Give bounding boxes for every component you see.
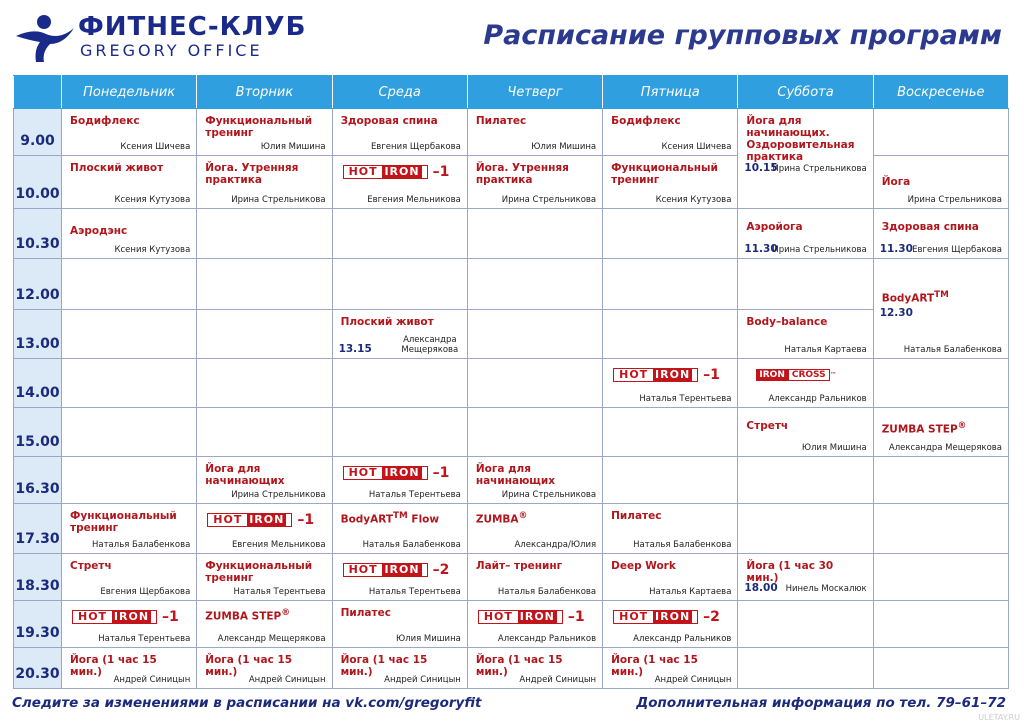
class-name: Здоровая спина [340,115,438,127]
class-name [882,420,1004,436]
class-cell [873,553,1008,600]
time-label: 10.00 [14,156,62,209]
day-header: Вторник [197,76,332,109]
instructor: Ксения Шичева [661,142,732,153]
schedule-table [13,75,1009,689]
brand-iron: IRON [113,609,150,623]
class-name-text: ZUMBA STEP [881,423,958,436]
instructor: Ирина Стрельникова [231,490,326,501]
class-cell [738,408,873,457]
class-name: Пилатес [340,606,391,619]
header [0,0,1024,72]
hot-iron-logo [478,610,563,624]
class-name: Deep Work [611,559,676,572]
class-cell [62,209,197,258]
instructor: Ксения Кутузова [114,195,191,206]
hot-iron-logo [613,610,698,624]
brand-hot: HOT [78,609,108,623]
instructor: Юлия Мишина [260,142,326,153]
class-cell [738,209,873,258]
badge-level: –1 [297,512,315,529]
class-cell [603,647,738,688]
instructor: Наталья Картаева [784,344,867,355]
instructor: Ирина Стрельникова [231,195,326,206]
day-header: Понедельник [62,76,197,109]
class-cell [603,209,738,258]
class-cell [197,209,332,258]
time-row [14,600,1009,647]
class-cell [332,209,467,258]
class-cell [603,600,738,647]
hot-iron-badge [613,367,720,383]
time-label: 15.00 [14,408,62,457]
class-cell [467,457,602,504]
class-cell [62,109,197,156]
class-cell [62,258,197,309]
class-name: Аэродэнс [70,225,128,238]
hot-iron-logo [72,610,157,624]
time-row [14,408,1009,457]
instructor: Ирина Стрельникова [501,195,597,206]
class-cell [467,156,602,209]
class-cell [332,504,467,553]
footer-vk-note: Следите за изменениями в расписании на vk.com/gregoryfit [12,695,482,711]
class-name: Йога для начинающих [475,463,556,488]
brand-hot: HOT [348,562,378,576]
class-cell [603,457,738,504]
class-cell [197,358,332,407]
instructor: Юлия Мишина [801,443,867,454]
logo-subtitle: GREGORY OFFICE [80,41,263,60]
class-cell [873,109,1008,156]
badge-level: –1 [567,608,585,625]
instructor: Ксения Шичева [120,142,191,153]
iron-cross-badge [756,369,836,381]
brand-hot: HOT [619,609,649,623]
class-cell [873,156,1008,209]
logo-title: ФИТНЕС-КЛУБ [78,12,307,42]
class-name: Функциональный тренинг [205,559,313,584]
class-cell [332,358,467,407]
class-cell [197,457,332,504]
instructor: Евгения Мельникова [231,539,326,550]
trademark: TM [393,511,408,522]
class-cell [332,457,467,504]
instructor: Ирина Стрельникова [501,490,597,501]
page-title: Расписание групповых программ [483,20,1002,51]
instructor: Нинель Москалюк [785,583,867,594]
brand-hot: HOT [348,466,378,480]
class-name: Функциональный тренинг [70,510,177,535]
class-name: Аэройога [746,221,803,234]
brand-iron: IRON [384,165,420,179]
class-cell [603,504,738,553]
class-cell [603,109,738,156]
brand-iron: IRON [249,513,285,527]
footer-phone-note: Дополнительная информация по тел. 79–61–72 [636,695,1006,711]
class-name: Йога для начинающих [205,463,285,488]
day-header: Суббота [738,76,873,109]
class-name-text: BodyART [881,292,935,305]
class-cell [332,309,467,358]
time-row [14,504,1009,553]
class-cell [738,647,873,688]
class-cell [738,358,873,407]
class-name: Йога (1 час 15 мин.) [340,653,428,678]
class-cell [197,600,332,647]
class-cell [332,258,467,309]
class-cell [197,258,332,309]
class-cell [197,156,332,209]
class-cell [738,553,873,600]
class-cell [738,457,873,504]
instructor: Ирина Стрельникова [772,244,867,255]
instructor: Евгения Щербакова [370,142,461,153]
instructor: Александр Ральников [768,394,867,405]
class-cell [62,358,197,407]
class-cell [603,309,738,358]
instructor: Наталья Картаева [649,586,732,597]
class-name-suffix: Flow [411,513,440,526]
instructor: Наталья Терентьева [233,586,326,597]
hot-iron-logo [343,563,428,577]
time-row [14,647,1009,688]
class-cell [62,156,197,209]
class-cell [332,600,467,647]
instructor: Александра Мещерякова [401,334,459,355]
registered-mark: ® [281,607,290,618]
class-cell [738,600,873,647]
class-name [205,607,327,623]
instructor: Ирина Стрельникова [772,164,867,174]
class-name: Функциональный тренинг [611,162,718,187]
class-name: Плоский живот [70,162,164,175]
hot-iron-badge [478,609,585,625]
instructor: Наталья Балабенкова [633,539,732,550]
class-name: Йога (1 час 15 мин.) [475,653,563,678]
start-time: 12.30 [879,306,913,319]
time-label: 13.00 [14,309,62,358]
class-cell [738,258,873,309]
instructor: Александра/Юлия [514,539,597,550]
class-name: Функциональный тренинг [205,115,313,139]
class-cell [603,358,738,407]
class-name: Стретч [746,420,789,433]
hot-iron-logo [343,165,428,179]
instructor: Юлия Мишина [395,633,461,644]
class-cell [467,647,602,688]
brand-hot: HOT [483,609,513,623]
class-cell [738,309,873,358]
class-cell [603,553,738,600]
class-name: Пилатес [475,115,527,127]
class-cell [873,408,1008,457]
time-row [14,457,1009,504]
badge-level: –1 [162,608,179,625]
instructor: Александр Ральников [633,633,732,644]
time-label: 14.00 [14,358,62,407]
time-row [14,309,1009,358]
class-cell [332,156,467,209]
class-cell [467,553,602,600]
class-cell [467,258,602,309]
class-cell [873,209,1008,258]
instructor: Евгения Мельникова [367,195,461,206]
brand-iron: IRON [384,562,420,576]
class-cell [197,647,332,688]
brand-hot: HOT [213,513,243,527]
class-cell [62,553,197,600]
instructor: Наталья Балабенкова [362,539,461,550]
class-cell [332,408,467,457]
instructor: Андрей Синицын [384,675,461,685]
class-name: Бодифлекс [611,115,681,127]
day-header: Воскресенье [873,76,1008,109]
start-time: 10.15 [744,162,778,174]
class-name: Лайт– тренинг [475,559,563,572]
class-name-text: BodyART [340,513,394,526]
class-name [476,510,598,526]
class-name: Стретч [70,559,112,572]
badge-level: –2 [432,561,450,578]
class-name: Йога. Утренняя практика [475,162,569,187]
time-row [14,358,1009,407]
instructor: Наталья Терентьева [639,394,732,405]
brand-tm: ™ [829,370,837,379]
time-row [14,209,1009,258]
instructor: Наталья Балабенкова [92,539,191,550]
watermark: ULETAY.RU [978,713,1020,722]
class-cell [62,600,197,647]
class-name: Йога. Утренняя практика [205,162,299,187]
class-cell [467,504,602,553]
time-label: 12.00 [14,258,62,309]
brand-iron: IRON [655,609,691,623]
class-cell [62,309,197,358]
hot-iron-logo [613,368,698,382]
hot-iron-badge [72,609,179,625]
class-cell [197,109,332,156]
time-row [14,109,1009,156]
instructor: Наталья Терентьева [368,586,461,597]
class-name: Плоский живот [340,315,434,328]
day-header: Среда [332,76,467,109]
class-name [341,510,463,526]
time-label: 17.30 [14,504,62,553]
class-cell [62,408,197,457]
badge-level: –1 [703,366,720,383]
brand-cross-iron: IRON [756,369,787,381]
registered-mark: ® [518,511,528,522]
badge-level: –2 [703,608,720,625]
class-cell [873,504,1008,553]
start-time: 13.15 [338,342,372,355]
class-name: Йога (1 час 15 мин.) [611,653,698,678]
hot-iron-logo [343,466,428,480]
time-label: 18.30 [14,553,62,600]
instructor: Наталья Терентьева [368,490,461,501]
brand-hot: HOT [348,165,378,179]
class-cell [467,209,602,258]
class-cell [738,109,873,209]
class-cell [197,309,332,358]
brand-iron: IRON [655,367,691,381]
time-label: 20.30 [14,647,62,688]
hot-iron-badge [207,512,314,528]
class-cell [603,408,738,457]
class-cell [197,553,332,600]
class-cell [873,258,1008,358]
instructor: Юлия Мишина [531,142,597,153]
hot-iron-badge [343,562,450,578]
instructor: Александр Мещерякова [217,633,326,644]
class-name [882,289,1004,305]
time-label: 16.30 [14,457,62,504]
class-cell [738,504,873,553]
class-cell [873,647,1008,688]
brand-cross: CROSS [788,369,830,381]
class-name-text: ZUMBA [475,513,519,526]
time-label: 19.30 [14,600,62,647]
time-label: 9.00 [14,109,62,156]
class-cell [603,258,738,309]
brand-iron: IRON [384,466,420,480]
class-cell [197,408,332,457]
start-time: 11.30 [879,242,913,255]
class-cell [467,109,602,156]
instructor: Наталья Балабенкова [903,344,1002,355]
class-name: Бодифлекс [70,115,140,127]
time-row [14,258,1009,309]
class-name: Пилатес [611,510,662,523]
day-header-row [14,76,1009,109]
class-cell [873,457,1008,504]
class-name: Body–balance [746,315,828,328]
class-name: Йога (1 час 30 мин.) [746,559,834,584]
time-row [14,553,1009,600]
brand-hot: HOT [619,367,649,381]
instructor: Андрей Синицын [519,675,597,685]
class-name-text: ZUMBA STEP [205,610,282,623]
badge-level: –1 [432,164,450,181]
instructor: Евгения Щербакова [912,244,1002,255]
class-cell [467,408,602,457]
hot-iron-badge [613,609,720,625]
class-cell [62,647,197,688]
class-name: Йога (1 час 15 мин.) [205,653,293,678]
class-cell [873,600,1008,647]
start-time: 11.30 [744,242,778,255]
instructor: Андрей Синицын [113,675,191,685]
time-label: 10.30 [14,209,62,258]
start-time: 18.00 [744,581,778,594]
brand-iron: IRON [519,609,555,623]
class-cell [467,600,602,647]
hot-iron-badge [343,465,450,481]
day-header: Четверг [467,76,602,109]
class-cell [873,358,1008,407]
class-cell [197,504,332,553]
instructor: Ксения Кутузова [114,244,191,255]
registered-mark: ® [957,421,967,432]
instructor: Ксения Кутузова [655,195,732,206]
instructor: Ирина Стрельникова [907,195,1002,206]
class-cell [332,553,467,600]
trademark: TM [934,289,949,300]
badge-level: –1 [432,465,450,482]
class-name: Йога (1 час 15 мин.) [70,653,157,678]
instructor: Андрей Синицын [248,675,326,685]
instructor: Александра Мещерякова [888,443,1002,454]
instructor: Андрей Синицын [654,675,732,685]
class-cell [603,156,738,209]
day-header: Пятница [603,76,738,109]
instructor: Наталья Терентьева [98,633,191,644]
class-cell [332,647,467,688]
class-name: Йога для начинающих. Оздоровительная практика [746,115,855,163]
class-name: Йога [881,176,911,189]
header-corner [14,76,62,109]
hot-iron-badge [343,164,450,180]
class-cell [467,309,602,358]
class-cell [332,109,467,156]
instructor: Александр Ральников [497,633,597,644]
class-cell [467,358,602,407]
hot-iron-logo [207,513,292,527]
class-cell [62,457,197,504]
instructor: Наталья Балабенкова [497,586,597,597]
class-name: Здоровая спина [881,221,979,234]
logo-figure-icon [14,14,76,64]
instructor: Евгения Щербакова [100,586,191,597]
class-cell [62,504,197,553]
